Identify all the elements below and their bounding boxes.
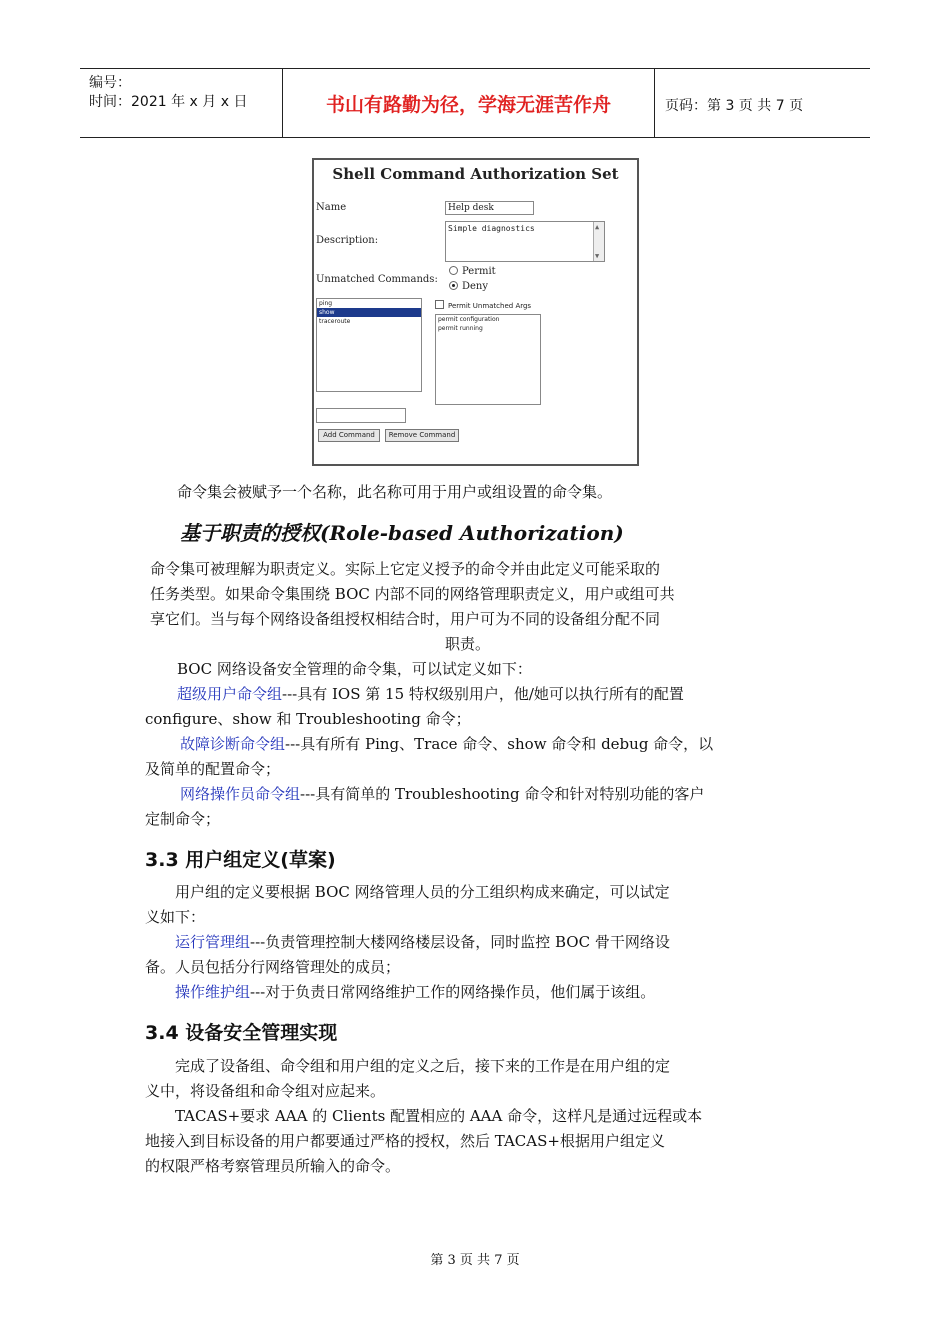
section-3-4-heading: 3.4 设备安全管理实现	[145, 1022, 338, 1044]
paragraph-line: 的权限严格考察管理员所输入的命令。	[145, 1157, 401, 1175]
command-item[interactable]: traceroute	[319, 318, 351, 325]
caption-paragraph: 命令集会被赋予一个名称，此名称可用于用户或组设置的命令集。	[177, 483, 613, 501]
permit-radio-icon	[449, 266, 458, 275]
header-motto-cell	[283, 69, 655, 137]
date-label: 时间：2021 年 x 月 x 日	[89, 94, 248, 110]
paragraph-line: 义如下：	[145, 908, 206, 926]
permit-args-label: Permit Unmatched Args	[448, 302, 532, 310]
role-based-heading: 基于职责的授权(Role-based Authorization)	[180, 521, 624, 545]
paragraph-line: 备。人员包括分行网络管理处的成员；	[145, 958, 401, 976]
deny-radio-icon	[449, 281, 458, 290]
group-desc: ---具有简单的 Troubleshooting 命令和针对特别功能的客户	[300, 785, 705, 803]
command-group-super	[177, 682, 684, 707]
description-label: Description:	[316, 235, 379, 246]
new-command-input[interactable]	[316, 408, 406, 423]
panel-title: Shell Command Authorization Set	[332, 165, 619, 183]
group-desc: ---具有 IOS 第 15 特权级别用户，他/她可以执行所有的配置	[282, 685, 684, 703]
group-name: 故障诊断命令组	[180, 735, 286, 753]
group-name: 网络操作员命令组	[180, 785, 301, 803]
paragraph-line: 用户组的定义要根据 BOC 网络管理人员的分工组织构成来确定，可以试定	[175, 883, 670, 901]
description-textarea[interactable]	[445, 221, 605, 262]
commands-listbox[interactable]	[316, 298, 422, 392]
paragraph-line: 义中，将设备组和命令组对应起来。	[145, 1082, 386, 1100]
group-desc: ---对于负责日常网络维护工作的网络操作员，他们属于该组。	[250, 983, 656, 1001]
description-scrollbar[interactable]	[593, 222, 604, 261]
unmatched-commands-label: Unmatched Commands:	[316, 274, 438, 285]
paragraph-line: 职责。	[445, 635, 491, 653]
paragraph-line: TACAS+要求 AAA 的 Clients 配置相应的 AAA 命令，这样凡是通过远程或本	[175, 1107, 703, 1125]
permit-label: Permit	[462, 266, 496, 277]
user-group-maintenance	[175, 980, 655, 1005]
user-group-ops	[175, 930, 670, 955]
paragraph-line: configure、show 和 Troubleshooting 命令；	[145, 710, 471, 728]
command-group-operator	[180, 782, 704, 807]
paragraph-line: 定制命令；	[145, 810, 221, 828]
group-desc: ---具有所有 Ping、Trace 命令、show 命令和 debug 命令，以	[285, 735, 714, 753]
number-label: 编号：	[89, 75, 131, 91]
remove-command-button[interactable]: Remove Command	[385, 429, 459, 442]
deny-label: Deny	[462, 281, 489, 292]
paragraph-line: 任务类型。如果命令集围绕 BOC 内部不同的网络管理职责定义，用户或组可共	[150, 585, 675, 603]
page-header	[80, 68, 870, 138]
permit-unmatched-args-checkbox[interactable]	[435, 300, 531, 310]
add-command-button[interactable]: Add Command	[318, 429, 380, 442]
command-item[interactable]: ping	[319, 300, 333, 307]
page-number-label: 页码：第 3 页 共 7 页	[665, 98, 804, 114]
group-name: 操作维护组	[175, 983, 251, 1001]
paragraph-line: 完成了设备组、命令组和用户组的定义之后，接下来的工作是在用户组的定	[175, 1057, 671, 1075]
group-name: 超级用户命令组	[177, 685, 283, 703]
name-input[interactable]: Help desk	[445, 201, 534, 215]
command-item-selected[interactable]: show	[317, 308, 421, 317]
section-3-3-heading: 3.3 用户组定义(草案)	[145, 849, 336, 871]
command-group-diagnostics	[180, 732, 713, 757]
paragraph-line: 及简单的配置命令；	[145, 760, 281, 778]
permit-radio[interactable]	[449, 266, 496, 277]
arguments-listbox[interactable]	[435, 314, 541, 405]
motto: 书山有路勤为径，学海无涯苦作舟	[325, 93, 611, 116]
argument-item[interactable]: permit configuration	[438, 316, 500, 323]
description-value: Simple diagnostics	[448, 224, 535, 233]
checkbox-icon	[435, 300, 444, 309]
argument-item[interactable]: permit running	[438, 325, 483, 332]
name-label: Name	[316, 202, 347, 213]
group-name: 运行管理组	[175, 933, 251, 951]
scroll-up-icon[interactable]: ▲	[595, 223, 600, 231]
header-meta-cell	[80, 69, 283, 137]
group-desc: ---负责管理控制大楼网络楼层设备，同时监控 BOC 骨干网络设	[250, 933, 670, 951]
command-authorization-screenshot	[312, 158, 639, 466]
paragraph-line: BOC 网络设备安全管理的命令集，可以试定义如下：	[177, 660, 532, 678]
page-footer: 第 3 页 共 7 页	[430, 1253, 520, 1268]
paragraph-line: 享它们。当与每个网络设备组授权相结合时，用户可为不同的设备组分配不同	[150, 610, 661, 628]
paragraph-line: 地接入到目标设备的用户都要通过严格的授权，然后 TACAS+根据用户组定义	[145, 1132, 665, 1150]
deny-radio[interactable]	[449, 281, 488, 292]
paragraph-line: 命令集可被理解为职责定义。实际上它定义授予的命令并由此定义可能采取的	[150, 560, 661, 578]
scroll-down-icon[interactable]: ▼	[595, 252, 600, 260]
